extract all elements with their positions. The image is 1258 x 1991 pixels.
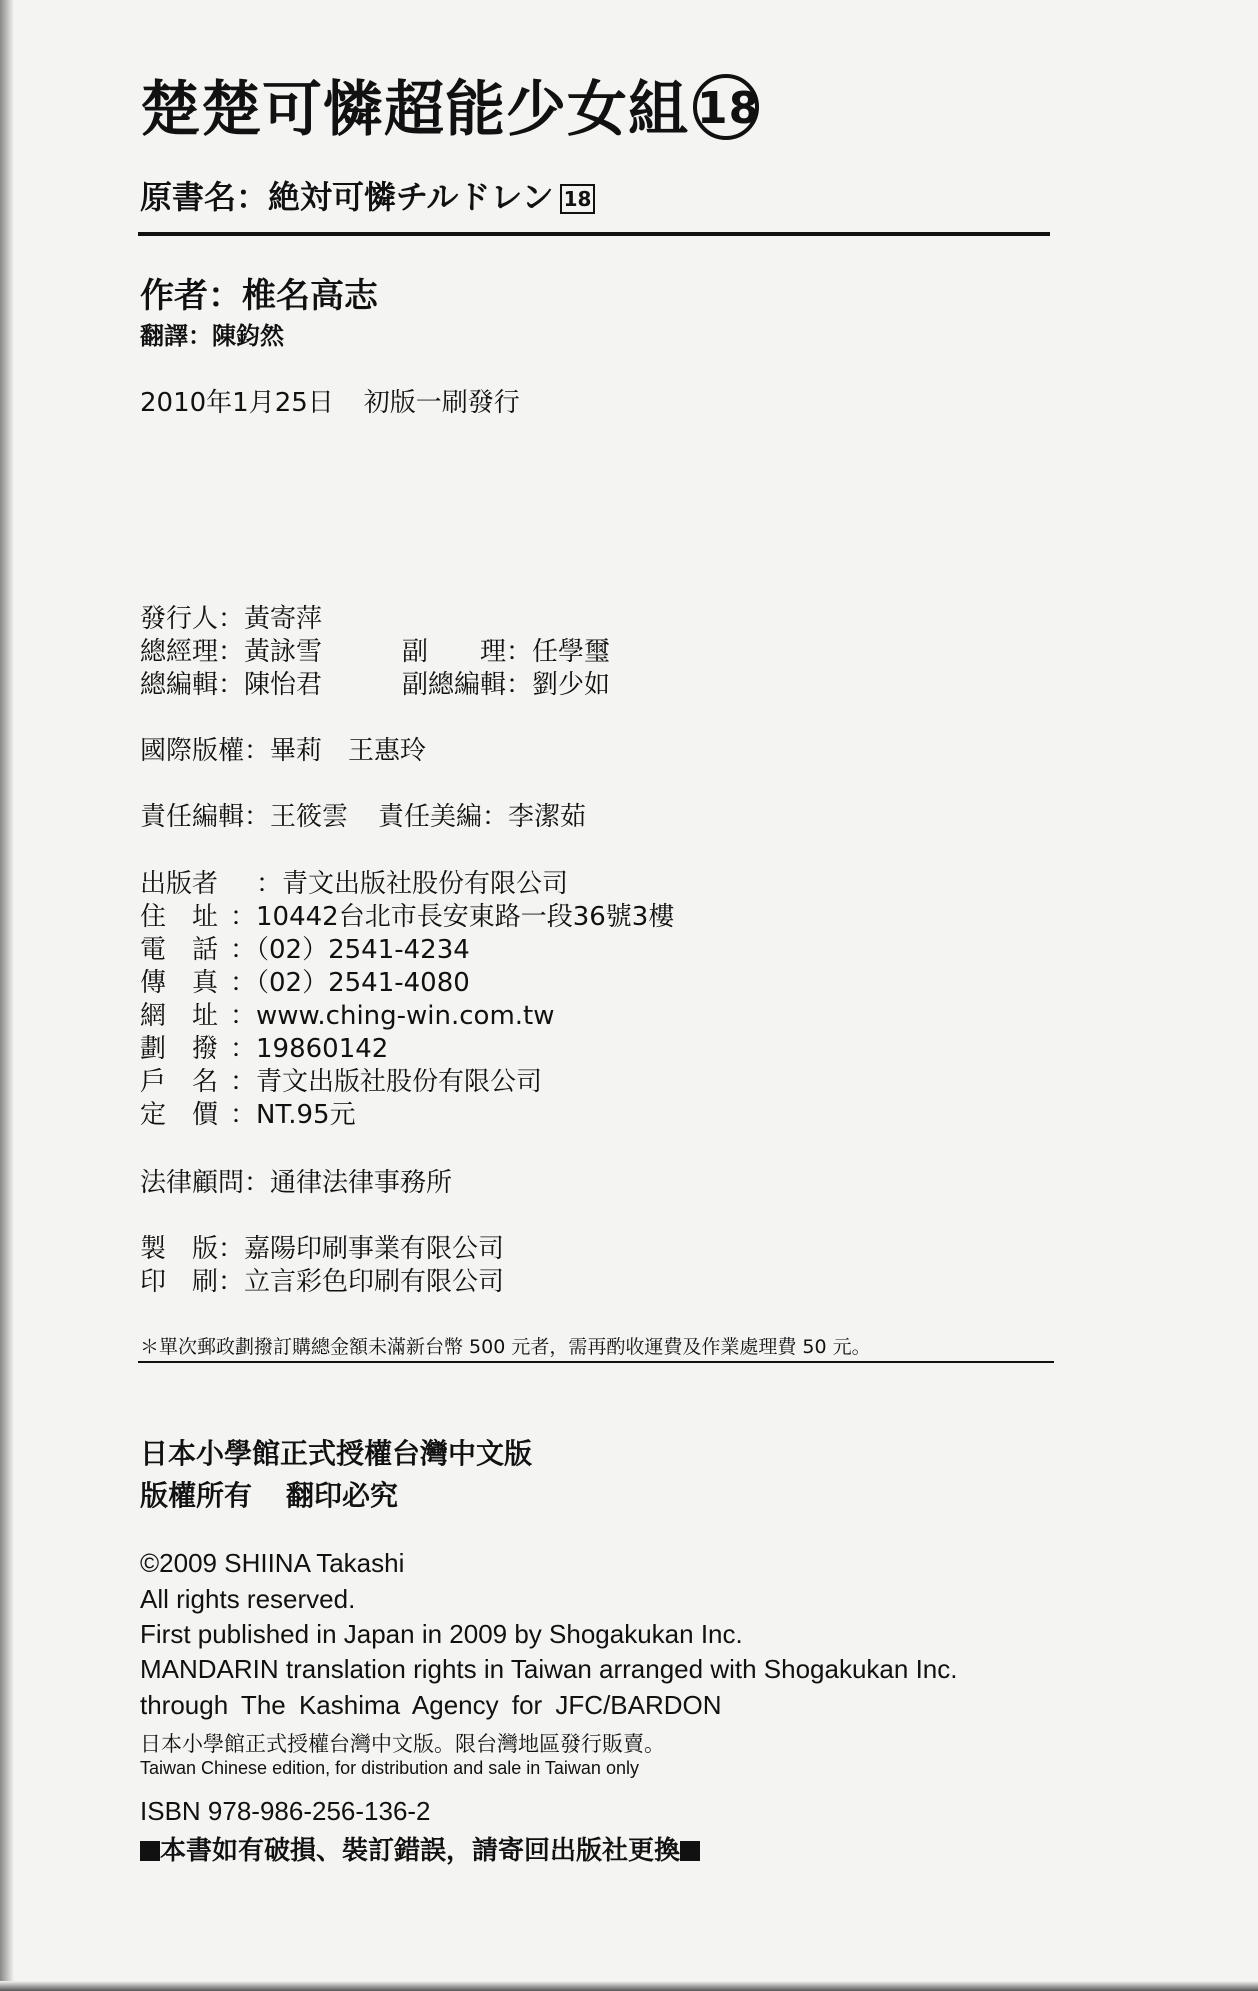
original-volume-box: 18 [560,184,596,214]
title-divider [138,232,1050,236]
copyright-line: First published in Japan in 2009 by Shogakukan Inc. [140,1619,743,1649]
rights-reserved-a: 版權所有 [140,1479,253,1512]
distribution-chinese: 日本小學館正式授權台灣中文版。限台灣地區發行販賣。 [140,1732,665,1756]
phone-value: ：（02）2541-4234 [230,935,470,965]
postal-order-note: ＊單次郵政劃撥訂購總金額未滿新台幣 500 元者，需再酌收運費及作業處理費 50 元。 [140,1336,871,1358]
publisher-value: ：青文出版社股份有限公司 [256,869,569,899]
black-square-icon [140,1841,160,1861]
postal-account-label: 劃撥 [140,1034,245,1064]
fax-label: 傳真 [140,968,245,998]
staff-row-editors [140,664,740,701]
price-row [140,1094,356,1131]
address-value: ：10442台北市長安東路一段36號3樓 [230,902,675,932]
responsible-art-editor: 責任美編：李潔茹 [378,802,587,832]
damage-notice-text: 本書如有破損、裝訂錯誤，請寄回出版社更換 [160,1836,681,1866]
account-name-value: ：青文出版社股份有限公司 [230,1067,543,1097]
license-statement: 日本小學館正式授權台灣中文版 [140,1437,533,1470]
damage-notice [140,1830,700,1867]
address-label: 住址 [140,902,245,932]
staff-chief-editor: 總編輯：陳怡君 [140,670,323,700]
page-edge-shadow [0,0,14,1991]
volume-number-badge: 18 [693,74,759,140]
price-value: ：NT.95元 [230,1100,356,1130]
printing: 印 刷：立言彩色印刷有限公司 [140,1267,505,1297]
phone-label: 電話 [140,935,245,965]
book-title [140,62,759,148]
publisher-row [140,863,568,900]
copyright-line: All rights reserved. [140,1584,356,1614]
rights-reserved [140,1474,398,1514]
original-title-label: 原書名： [140,178,269,216]
postal-account-row [140,1028,388,1065]
isbn: ISBN 978-986-256-136-2 [140,1796,431,1826]
address-row [140,896,674,933]
postal-account-value: ：19860142 [230,1034,389,1064]
publisher-label: 出版者 [140,869,219,899]
staff-row-managers [140,631,740,668]
black-square-icon [680,1841,700,1861]
original-title [140,172,595,218]
page-bottom-shadow [0,1981,1258,1991]
rights-reserved-b: 翻印必究 [286,1479,399,1512]
website-value: ：www.ching-win.com.tw [230,1001,555,1031]
fax-value: ：（02）2541-4080 [230,968,470,998]
author-line: 作者：椎名高志 [140,276,378,316]
distribution-english: Taiwan Chinese edition, for distribution and sale in Taiwan only [140,1758,639,1778]
price-label: 定價 [140,1100,245,1130]
copyright-line: through The Kashima Agency for JFC/BARDON [140,1690,722,1720]
publication-date-line [140,382,520,419]
original-title-value: 絶対可憐チルドレン [268,178,554,216]
publication-date: 2010年1月25日 [140,388,334,418]
copyright-line: ©2009 SHIINA Takashi [140,1548,405,1578]
website-row [140,995,555,1032]
account-name-label: 戶名 [140,1067,245,1097]
staff-general-manager: 總經理：黃詠雪 [140,637,323,667]
legal-counsel: 法律顧問：通律法律事務所 [140,1168,453,1198]
translator-line: 翻譯：陳鈞然 [140,322,284,350]
edition-text: 初版一刷發行 [363,388,520,418]
website-label: 網址 [140,1001,245,1031]
staff-publisher: 發行人：黃寄萍 [140,604,323,634]
staff-deputy-manager: 副 理：任學璽 [402,637,611,667]
account-name-row [140,1061,542,1098]
platemaking: 製 版：嘉陽印刷事業有限公司 [140,1234,505,1264]
responsible-staff [140,796,586,833]
staff-deputy-chief-editor: 副總編輯：劉少如 [402,670,611,700]
responsible-editor: 責任編輯：王筱雲 [140,802,349,832]
note-underline [138,1361,1054,1363]
phone-row [140,929,470,966]
fax-row [140,962,470,999]
international-rights: 國際版權：畢莉 王惠玲 [140,736,427,766]
copyright-line: MANDARIN translation rights in Taiwan arranged with Shogakukan Inc. [140,1654,958,1684]
title-text: 楚楚可憐超能少女組 [140,75,689,145]
